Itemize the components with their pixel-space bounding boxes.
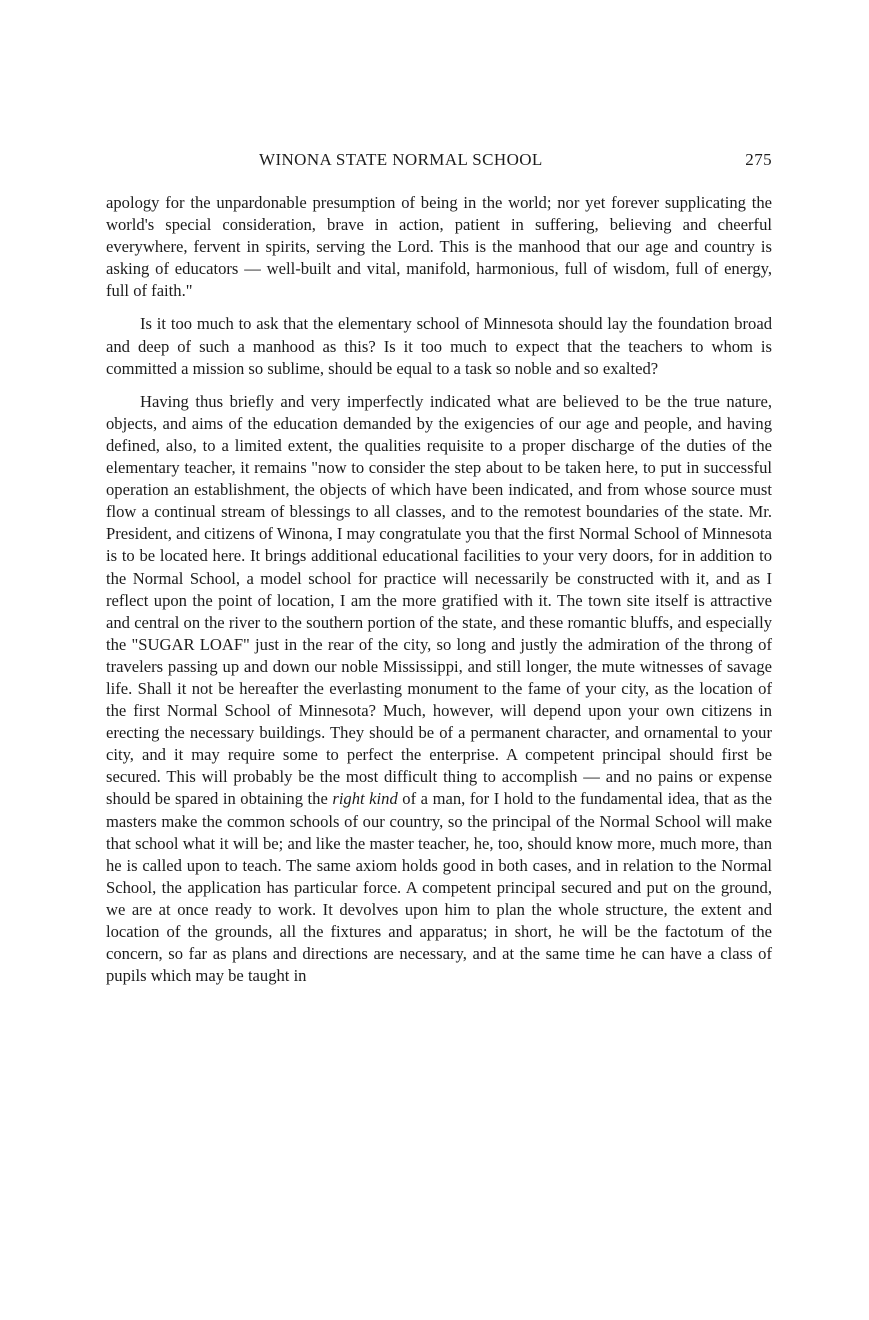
paragraph-continued: apology for the unpardonable presumption of being in the world; nor yet forever supplicating the world's special consideration, brave in action, patient in suffering, believing and cheerful everywhere, fervent in spirits, serving the Lord. This is the manhood that our age and country is asking of educators — well-built and vital, manifold, harmonious, full of wisdom, full of energy, full of faith." [106, 193, 772, 301]
paragraph: Is it too much to ask that the elementary school of Minnesota should lay the foundation broad and deep of such a manhood as this? Is it too much to expect that the teachers to whom is committed a mission so sublime, should be equal to a task so noble and so exalted? [106, 314, 772, 378]
paragraph [106, 391, 772, 988]
running-title: WINONA STATE NORMAL SCHOOL [259, 150, 543, 169]
paragraph-text: of a man, for I hold to the fundamental idea, that as the masters make the common schools of our country, so the principal of the Normal School will make that school what it will be; and like the master teacher, he, too, should know more, much more, than he is called upon to teach. The same axiom holds good in both cases, and in relation to the Normal School, the application has particular force. A competent principal secured and put on the ground, we are at once ready to work. It devolves upon him to plan the whole structure, the extent and location of the grounds, all the fixtures and apparatus; in short, he will be the factotum of the concern, so far as plans and directions are necessary, and at the same time he can have a class of pupils which may be taught in [106, 789, 772, 986]
body-text [106, 192, 772, 987]
page-number: 275 [745, 150, 772, 169]
running-header [106, 150, 772, 174]
paragraph-text: Having thus briefly and very imperfectly indicated what are believed to be the true nature, objects, and aims of the education demanded by the exigencies of our age and people, and having defined, also, to a limited extent, the qualities requisite to a proper discharge of the duties of the elementary teacher, it remains "now to consider the step about to be taken here, to put in successful operation an establishment, the objects of which have been indicated, and from whose source must flow a continual stream of blessings to all classes, and to the remotest boundaries of the state. Mr. President, and citizens of Winona, I may congratulate you that the first Normal School of Minnesota is to be located here. It brings additional educational facilities to your very doors, for in addition to the Normal School, a model school for practice will necessarily be constructed with it, and as I reflect upon the point of location, I am the more gratified with it. The town site itself is attractive and central on the river to the southern portion of the state, and these romantic bluffs, and especially the "SUGAR LOAF" just in the rear of the city, so long and justly the admiration of the throng of travelers passing up and down our noble Mississippi, and still longer, the mute witnesses of savage life. Shall it not be hereafter the everlasting monument to the fame of your city, as the location of the first Normal School of Minnesota? Much, however, will depend upon your own citizens in erecting the necessary buildings. They should be of a permanent character, and ornamental to your city, and it may require some to perfect the enterprise. A competent principal should first be secured. This will probably be the most difficult thing to accomplish — and no pains or expense should be spared in obtaining the [106, 391, 772, 809]
emphasized-text: right kind [332, 789, 398, 809]
